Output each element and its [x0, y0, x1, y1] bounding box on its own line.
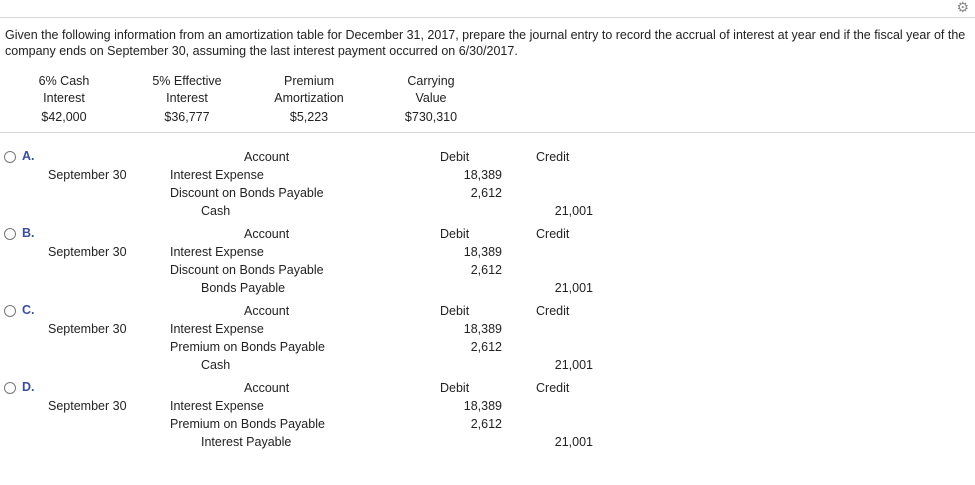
debit-amount-1: 18,389: [463, 245, 502, 259]
debit-amount-2: 2,612: [470, 340, 502, 354]
debit-header: Debit: [440, 227, 470, 241]
option-letter: A.: [22, 149, 35, 163]
credit-account: Cash: [201, 358, 231, 372]
credit-amount: 21,001: [554, 204, 593, 218]
question-text: Given the following information from an amortization table for December 31, 2017, prepare the journal entry to record the accrual of interest at year end if the fiscal year of the company ends on September 30, assuming the last interest payment occurred on 6/30/2017.: [5, 28, 966, 58]
info-col-label-2: Amortization: [274, 91, 344, 105]
credit-account: Interest Payable: [201, 435, 292, 449]
info-col-label-1: 6% Cash: [38, 74, 90, 88]
entry-date: September 30: [48, 322, 127, 336]
info-col-cash-interest: [26, 73, 102, 126]
section-divider: [0, 132, 975, 133]
account-header: Account: [244, 304, 290, 318]
radio-button[interactable]: [4, 382, 16, 394]
credit-account: Bonds Payable: [201, 281, 286, 295]
debit-header: Debit: [440, 150, 470, 164]
answer-option-b[interactable]: [0, 225, 975, 302]
entry-date: September 30: [48, 245, 127, 259]
info-col-value: $36,777: [164, 110, 210, 124]
info-col-label-1: Premium: [283, 74, 334, 88]
debit-header: Debit: [440, 381, 470, 395]
debit-header: Debit: [440, 304, 470, 318]
debit-account-2: Premium on Bonds Payable: [170, 340, 325, 354]
credit-header: Credit: [536, 227, 570, 241]
debit-account-1: Interest Expense: [170, 399, 264, 413]
info-col-value: $5,223: [289, 110, 329, 124]
credit-amount: 21,001: [554, 435, 593, 449]
debit-amount-2: 2,612: [470, 186, 502, 200]
radio-button[interactable]: [4, 305, 16, 317]
option-letter: D.: [22, 380, 35, 394]
debit-account-1: Interest Expense: [170, 322, 264, 336]
info-col-carrying-value: [393, 73, 469, 126]
info-col-value: $730,310: [404, 110, 458, 124]
radio-button[interactable]: [4, 151, 16, 163]
debit-account-2: Discount on Bonds Payable: [170, 263, 324, 277]
credit-header: Credit: [536, 304, 570, 318]
info-col-premium-amortization: [264, 73, 354, 126]
account-header: Account: [244, 381, 290, 395]
debit-amount-1: 18,389: [463, 168, 502, 182]
credit-header: Credit: [536, 150, 570, 164]
info-col-label-2: Value: [415, 91, 447, 105]
top-divider: [0, 17, 975, 18]
entry-date: September 30: [48, 399, 127, 413]
credit-amount: 21,001: [554, 358, 593, 372]
debit-amount-1: 18,389: [463, 322, 502, 336]
debit-account-2: Premium on Bonds Payable: [170, 417, 325, 431]
debit-account-1: Interest Expense: [170, 168, 264, 182]
info-col-label-1: 5% Effective: [152, 74, 222, 88]
option-letter: B.: [22, 226, 35, 240]
debit-amount-2: 2,612: [470, 263, 502, 277]
debit-amount-2: 2,612: [470, 417, 502, 431]
account-header: Account: [244, 227, 290, 241]
credit-amount: 21,001: [554, 281, 593, 295]
account-header: Account: [244, 150, 290, 164]
debit-account-1: Interest Expense: [170, 245, 264, 259]
debit-account-2: Discount on Bonds Payable: [170, 186, 324, 200]
debit-amount-1: 18,389: [463, 399, 502, 413]
entry-date: September 30: [48, 168, 127, 182]
answer-option-a[interactable]: [0, 148, 975, 225]
info-col-value: $42,000: [41, 110, 87, 124]
info-col-label-2: Interest: [166, 91, 208, 105]
answer-option-c[interactable]: [0, 302, 975, 379]
gear-icon[interactable]: ⚙: [956, 0, 969, 15]
radio-button[interactable]: [4, 228, 16, 240]
credit-account: Cash: [201, 204, 231, 218]
answer-option-d[interactable]: [0, 379, 975, 456]
info-col-label-2: Interest: [43, 91, 85, 105]
option-letter: C.: [22, 303, 35, 317]
info-col-effective-interest: [142, 73, 232, 126]
info-col-label-1: Carrying: [407, 74, 455, 88]
credit-header: Credit: [536, 381, 570, 395]
